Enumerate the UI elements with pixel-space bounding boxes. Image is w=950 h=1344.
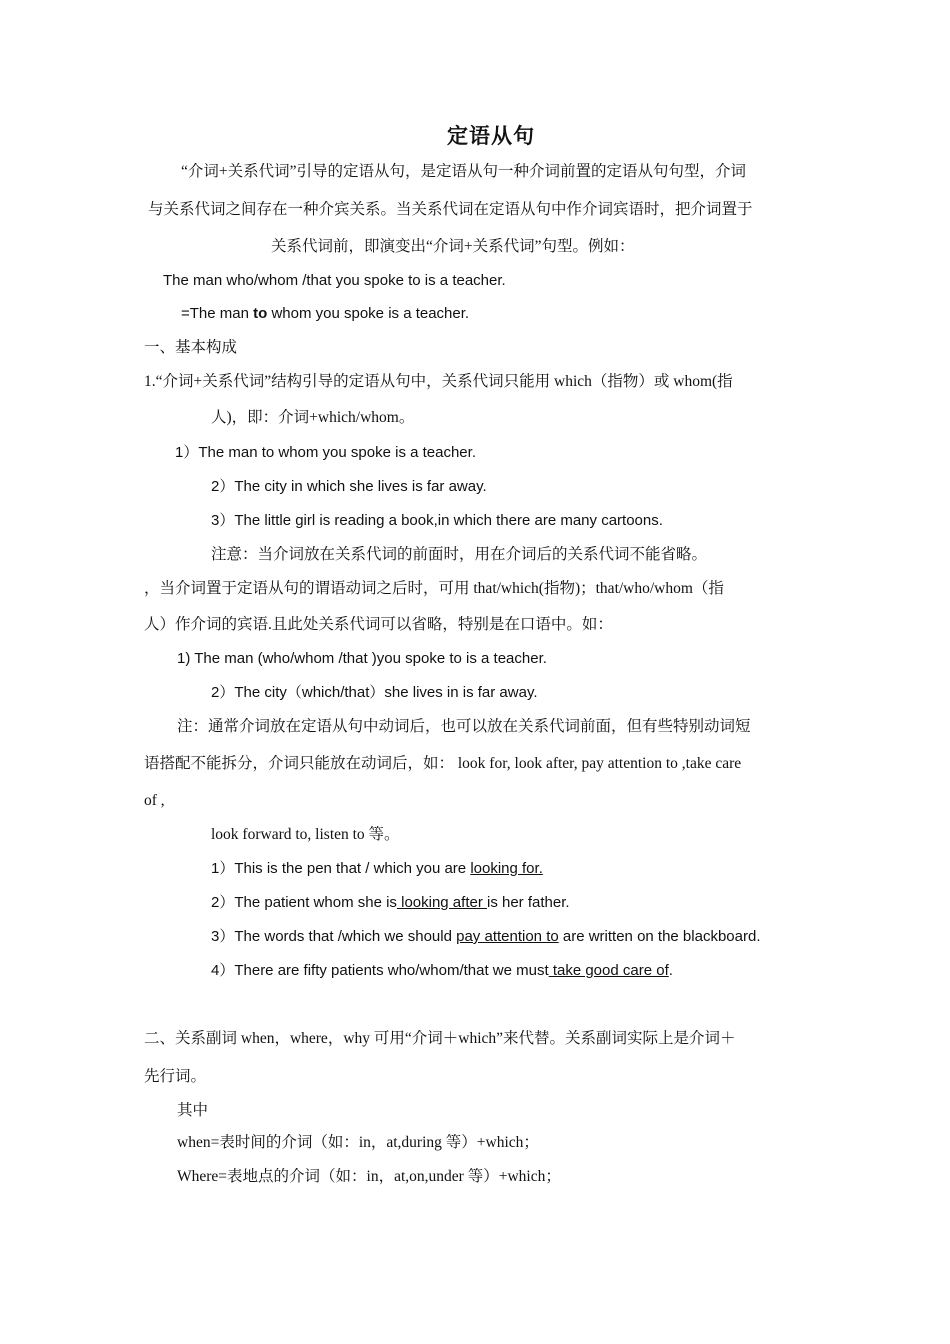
example-item: 3）The little girl is reading a book,in which there are many cartoons. (211, 512, 663, 529)
example-text: whom you spoke is a teacher. (267, 305, 470, 322)
underlined-phrase: looking after (396, 894, 487, 911)
example-text: =The man (181, 305, 254, 322)
phrase-text: 1）This is the pen that / which you are (211, 860, 471, 877)
example-item: 1) The man (who/whom /that )you spoke to is a teacher. (177, 650, 547, 667)
example-sentence-rewritten (181, 304, 469, 324)
example-item: 1）The man to whom you spoke is a teacher. (175, 444, 476, 461)
example-item: 2）The city（which/that）she lives in is far away. (211, 684, 538, 701)
underlined-phrase: pay attention to (456, 928, 559, 945)
example-item: 2）The city in which she lives is far away. (211, 478, 487, 495)
note-1: 注意：当介词放在关系代词的前面时，用在介词后的关系代词不能省略。 (211, 546, 708, 563)
intro-line-3: 关系代词前，即演变出“介词+关系代词”句型。例如： (271, 238, 635, 255)
rule-2-line-2: 人）作介词的宾语.且此处关系代词可以省略，特别是在口语中。如： (144, 616, 613, 633)
phrase-text: are written on the blackboard. (558, 928, 761, 945)
when-rule: when=表时间的介词（如：in，at,during 等）+which； (177, 1134, 539, 1151)
rule-1-line-2: 人)，即：介词+which/whom。 (211, 409, 415, 426)
underlined-phrase: looking for. (470, 860, 543, 877)
where-rule: Where=表地点的介词（如：in，at,on,under 等）+which； (177, 1168, 561, 1185)
underlined-phrase: take good care of (548, 962, 669, 979)
section-2-sub: 其中 (177, 1102, 209, 1119)
section-heading-2-line-2: 先行词。 (144, 1068, 207, 1085)
rule-2-line-1: ，当介词置于定语从句的谓语动词之后时，可用 that/which(指物)；that/who/whom（指 (144, 580, 724, 597)
section-heading-1: 一、基本构成 (144, 339, 238, 356)
note-2-line-4: look forward to, listen to 等。 (211, 826, 400, 843)
phrase-text: is her father. (487, 894, 570, 911)
note-2-line-2: 语搭配不能拆分，介词只能放在动词后，如： look for, look after, pay attention to ,take care (144, 755, 742, 772)
note-2-line-1: 注：通常介词放在定语从句中动词后，也可以放在关系代词前面，但有些特别动词短 (177, 718, 751, 735)
note-2-line-3: of , (144, 792, 165, 809)
document-title: 定语从句 (447, 124, 535, 148)
phrase-text: 4）There are fifty patients who/whom/that we must (211, 962, 549, 979)
phrase-example (211, 927, 761, 947)
phrase-example (211, 859, 543, 879)
phrase-example (211, 961, 673, 981)
phrase-text: 3）The words that /which we should (211, 928, 457, 945)
example-bold-preposition: to (253, 305, 268, 322)
phrase-text: . (668, 962, 673, 979)
example-sentence: The man who/whom /that you spoke to is a teacher. (163, 272, 506, 289)
intro-line-1: “介词+关系代词”引导的定语从句，是定语从句一种介词前置的定语从句句型，介词 (181, 163, 747, 180)
section-heading-2-line-1: 二、关系副词 when，where，why 可用“介词＋which”来代替。关系副词实际上是介词＋ (144, 1030, 736, 1047)
phrase-example (211, 893, 570, 913)
intro-line-2: 与关系代词之间存在一种介宾关系。当关系代词在定语从句中作介词宾语时，把介词置于 (148, 201, 753, 218)
phrase-text: 2）The patient whom she is (211, 894, 397, 911)
rule-1-line-1: 1.“介词+关系代词”结构引导的定语从句中，关系代词只能用 which（指物）或 whom(指 (144, 373, 733, 390)
